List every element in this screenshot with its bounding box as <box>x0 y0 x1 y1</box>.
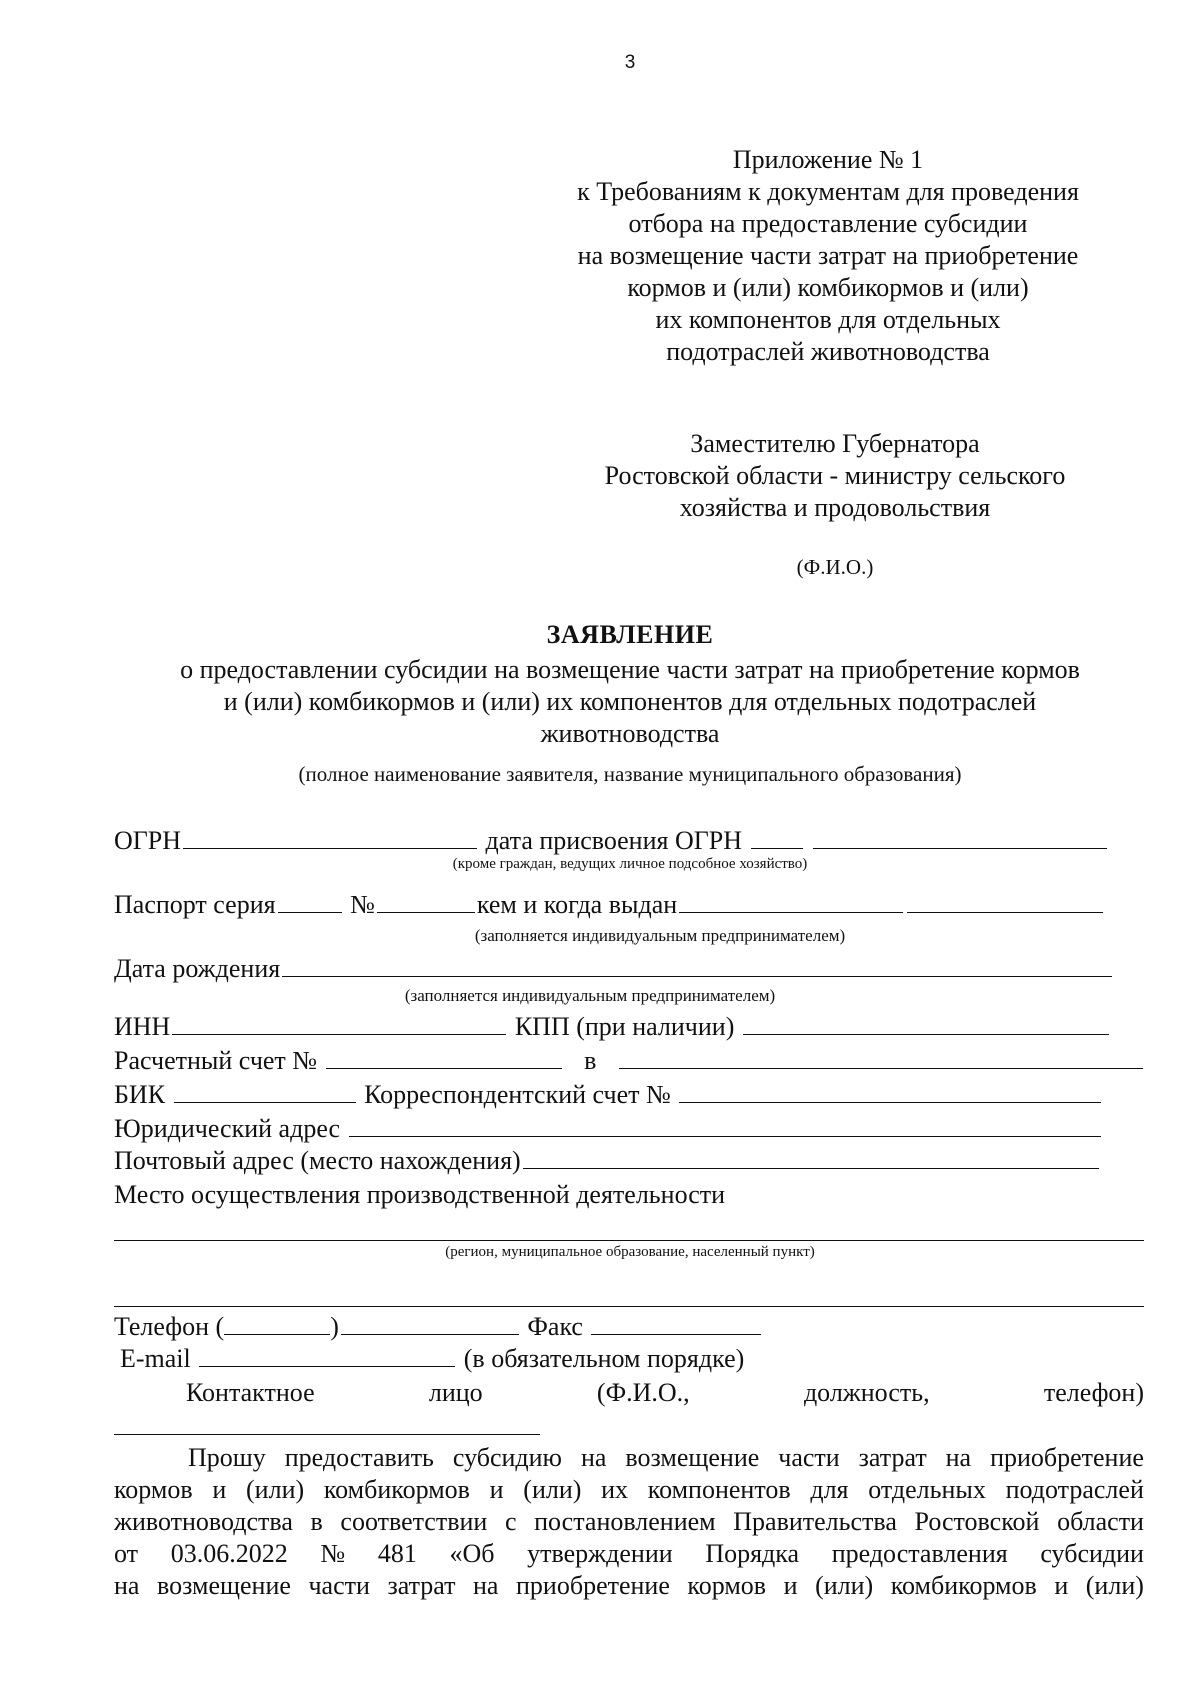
paragraph-word: (или) <box>815 1571 874 1600</box>
paragraph-word: подотраслей <box>1005 1475 1144 1504</box>
paragraph-word: предоставления <box>831 1539 1008 1568</box>
activity-place-label: Место осуществления производственной деятельности <box>114 1180 726 1209</box>
paragraph-line <box>114 1538 1144 1570</box>
paragraph-line <box>114 1570 1144 1602</box>
paragraph-word: (или) <box>246 1475 305 1504</box>
bik-field[interactable] <box>174 1080 356 1103</box>
postal-address-label: Почтовый адрес (место нахождения) <box>114 1146 521 1175</box>
ogrn-hint: (кроме граждан, ведущих личное подсобное хозяйство) <box>452 856 808 872</box>
phone-close-paren: ) <box>330 1312 339 1341</box>
paragraph-word: возмещение <box>625 1443 760 1472</box>
birth-date-label: Дата рождения <box>114 954 281 983</box>
paragraph-word: на <box>473 1571 499 1600</box>
paragraph-word: комбикормов <box>890 1571 1037 1600</box>
ogrn-field[interactable] <box>183 826 477 849</box>
birth-date-hint: (заполняется индивидуальным предпринимателем) <box>404 986 776 1005</box>
bik-row <box>114 1080 1103 1110</box>
paragraph-word: соответствии <box>340 1507 488 1536</box>
page-number: 3 <box>624 52 636 73</box>
postal-address-row <box>114 1146 1101 1176</box>
paragraph-word: и <box>783 1571 798 1600</box>
email-note: (в обязательном порядке) <box>463 1344 745 1373</box>
account-label: Расчетный счет № <box>114 1046 318 1075</box>
legal-address-field[interactable] <box>349 1114 1101 1137</box>
passport-series-field[interactable] <box>278 890 342 913</box>
paragraph-word: (или) <box>1085 1571 1144 1600</box>
paragraph-word: Порядка <box>705 1539 800 1568</box>
phone-code-field[interactable] <box>224 1312 330 1335</box>
contact-word: лицо <box>428 1378 483 1407</box>
addressee-fio-hint: (Ф.И.О.) <box>796 555 874 579</box>
contact-word: (Ф.И.О., <box>596 1378 690 1407</box>
corr-account-field[interactable] <box>679 1080 1101 1103</box>
paragraph-word: «Об <box>449 1539 495 1568</box>
paragraph-word: субсидии <box>1040 1539 1144 1568</box>
request-paragraph <box>114 1442 1144 1602</box>
appendix-line: Приложение № 1 <box>732 145 924 174</box>
bik-label: БИК <box>114 1080 166 1109</box>
contact-person-field[interactable] <box>114 1434 540 1435</box>
paragraph-line <box>114 1474 1144 1506</box>
inn-label: ИНН <box>114 1012 171 1041</box>
passport-series-label: Паспорт серия <box>114 890 276 919</box>
applicant-name-hint: (полное наименование заявителя, название муниципального образования) <box>298 762 962 786</box>
fax-label: Факс <box>527 1312 583 1341</box>
contact-word: должность, <box>803 1378 930 1407</box>
birth-date-field[interactable] <box>282 954 1112 977</box>
passport-number-label: № <box>350 890 375 919</box>
paragraph-word: предоставить <box>284 1443 434 1472</box>
account-bank-field[interactable] <box>619 1046 1143 1069</box>
kpp-field[interactable] <box>743 1012 1109 1035</box>
paragraph-word: (или) <box>523 1475 582 1504</box>
appendix-block <box>548 144 1108 368</box>
paragraph-word: приобретение <box>990 1443 1144 1472</box>
activity-place-field[interactable] <box>114 1240 1144 1241</box>
paragraph-word: и <box>1054 1571 1069 1600</box>
paragraph-word: и <box>212 1475 227 1504</box>
contact-person-row <box>186 1378 1144 1408</box>
paragraph-word: на <box>945 1443 972 1472</box>
contact-word: телефон) <box>1043 1378 1144 1407</box>
legal-address-label: Юридический адрес <box>114 1114 341 1143</box>
passport-issued-label: кем и когда выдан <box>476 890 678 919</box>
paragraph-word: № <box>320 1539 346 1568</box>
paragraph-word: Правительства <box>733 1507 897 1536</box>
paragraph-word: отдельных <box>868 1475 986 1504</box>
account-row <box>114 1046 1145 1076</box>
paragraph-word: на <box>114 1571 140 1600</box>
appendix-line: отбора на предоставление субсидии <box>628 209 1028 238</box>
paragraph-word: 481 <box>377 1539 417 1568</box>
passport-row <box>114 890 1105 920</box>
paragraph-word: и <box>489 1475 504 1504</box>
addressee-block <box>570 428 1100 524</box>
paragraph-word: с <box>504 1507 517 1536</box>
postal-address-field[interactable] <box>523 1146 1099 1169</box>
paragraph-line <box>114 1506 1144 1538</box>
ogrn-row <box>114 826 1109 856</box>
corr-account-label: Корреспондентский счет № <box>364 1080 671 1109</box>
paragraph-word: животноводства <box>114 1507 293 1536</box>
paragraph-word: части <box>308 1571 370 1600</box>
phone-field[interactable] <box>341 1312 519 1335</box>
appendix-line: подотраслей животноводства <box>666 337 990 366</box>
paragraph-word: на <box>580 1443 607 1472</box>
email-row <box>120 1344 744 1374</box>
phone-label: Телефон ( <box>114 1312 225 1341</box>
appendix-line: кормов и (или) комбикормов и (или) <box>627 273 1029 302</box>
subtitle-line: и (или) комбикормов и (или) их компонентов для отдельных подотраслей <box>223 687 1037 716</box>
paragraph-word: постановлением <box>534 1507 716 1536</box>
paragraph-word: кормов <box>687 1571 767 1600</box>
paragraph-line <box>114 1442 1144 1474</box>
paragraph-word: затрат <box>387 1571 456 1600</box>
ogrn-label: ОГРН <box>114 826 182 855</box>
paragraph-word: кормов <box>114 1475 193 1504</box>
passport-issued-date-field[interactable] <box>907 890 1103 913</box>
paragraph-word: компонентов <box>647 1475 791 1504</box>
paragraph-word: для <box>810 1475 849 1504</box>
paragraph-word: субсидию <box>452 1443 562 1472</box>
paragraph-word: Ростовской <box>914 1507 1040 1536</box>
passport-hint: (заполняется индивидуальным предпринимателем) <box>474 926 846 945</box>
account-bank-label: в <box>584 1046 597 1075</box>
ogrn-date-label: дата присвоения ОГРН <box>485 826 743 855</box>
activity-place-hint: (регион, муниципальное образование, населенный пункт) <box>445 1244 815 1260</box>
passport-number-field[interactable] <box>377 890 475 913</box>
contact-word: Контактное <box>186 1378 315 1407</box>
birth-date-row <box>114 954 1114 984</box>
paragraph-word: комбикормов <box>323 1475 470 1504</box>
account-field[interactable] <box>326 1046 562 1069</box>
paragraph-word: Прошу <box>188 1443 266 1472</box>
paragraph-word: возмещение <box>157 1571 291 1600</box>
legal-address-row <box>114 1114 1103 1144</box>
appendix-line: к Требованиям к документам для проведения <box>577 177 1079 206</box>
addressee-line: хозяйства и продовольствия <box>679 493 991 522</box>
ogrn-date-day-field[interactable] <box>751 826 803 849</box>
kpp-label: КПП (при наличии) <box>514 1012 735 1041</box>
paragraph-word: области <box>1057 1507 1144 1536</box>
document-title: ЗАЯВЛЕНИЕ <box>546 620 714 649</box>
paragraph-word: затрат <box>858 1443 927 1472</box>
addressee-line: Ростовской области - министру сельского <box>604 461 1066 490</box>
fax-field[interactable] <box>591 1312 761 1335</box>
addressee-line: Заместителю Губернатора <box>690 429 980 458</box>
paragraph-word: от <box>114 1539 139 1568</box>
paragraph-word: их <box>601 1475 629 1504</box>
paragraph-word: части <box>778 1443 840 1472</box>
appendix-line: их компонентов для отдельных <box>655 305 1001 334</box>
activity-place-field-2[interactable] <box>114 1306 1144 1307</box>
subtitle-line: о предоставлении субсидии на возмещение части затрат на приобретение кормов <box>180 655 1080 684</box>
passport-issued-field[interactable] <box>679 890 903 913</box>
inn-field[interactable] <box>172 1012 506 1035</box>
paragraph-word: утверждении <box>527 1539 673 1568</box>
paragraph-word: в <box>310 1507 323 1536</box>
subtitle-line: животноводства <box>540 719 720 748</box>
paragraph-word: приобретение <box>516 1571 670 1600</box>
document-subtitle <box>110 654 1150 750</box>
inn-kpp-row <box>114 1012 1111 1042</box>
appendix-line: на возмещение части затрат на приобретение <box>577 241 1079 270</box>
email-field[interactable] <box>199 1344 455 1367</box>
ogrn-date-field[interactable] <box>813 826 1107 849</box>
phone-fax-row <box>114 1312 763 1342</box>
paragraph-word: 03.06.2022 <box>170 1539 288 1568</box>
email-label: E-mail <box>120 1344 191 1373</box>
